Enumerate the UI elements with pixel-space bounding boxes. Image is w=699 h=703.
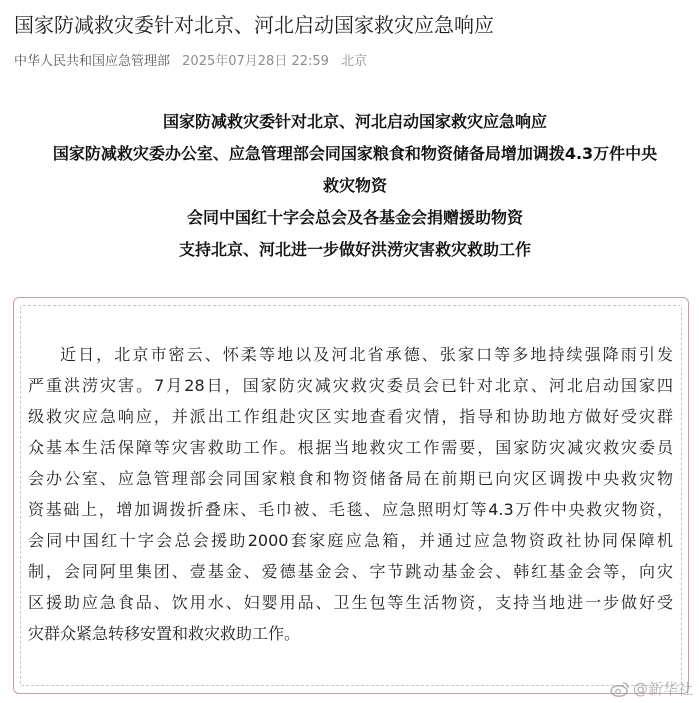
article-meta	[14, 52, 367, 72]
weibo-logo-icon	[610, 681, 630, 697]
body-line: 区援助应急食品、饮用水、妇婴用品、卫生包等生活物资，支持当地进一步做好受	[28, 593, 673, 612]
headline-3: 救灾物资	[322, 176, 387, 195]
body-line: 级救灾应急响应，并派出工作组赴灾区实地查看灾情，指导和协助地方做好受灾群	[28, 407, 673, 426]
headline-5: 支持北京、河北进一步做好洪涝灾害救灾救助工作	[178, 240, 531, 259]
publisher-link[interactable]: 中华人民共和国应急管理部	[14, 54, 171, 69]
body-line: 灾群众紧急转移安置和救灾救助工作。	[28, 624, 301, 643]
body-line: 众基本生活保障等灾害救助工作。根据当地救灾工作需要，国家防灾减灾救灾委员	[28, 438, 673, 457]
publish-location: 北京	[341, 54, 368, 69]
body-line: 近日，北京市密云、怀柔等地以及河北省承德、张家口等多地持续强降雨引发	[60, 345, 673, 364]
article-body	[28, 339, 673, 649]
headline-1: 国家防减救灾委针对北京、河北启动国家救灾应急响应	[162, 112, 547, 131]
headline-2: 国家防减救灾委办公室、应急管理部会同国家粮食和物资储备局增加调拨4.3万件中央	[52, 144, 658, 163]
body-line: 会办公室、应急管理部会同国家粮食和物资储备局在前期已向灾区调拨中央救灾物	[28, 469, 673, 488]
body-line: 会同中国红十字会总会援助2000套家庭应急箱，并通过应急物资政社协同保障机	[28, 531, 673, 550]
body-line: 资基础上，增加调拨折叠床、毛巾被、毛毯、应急照明灯等4.3万件中央救灾物资，	[28, 500, 673, 519]
watermark-text: @新华社	[632, 680, 693, 698]
headline-4: 会同中国红十字会总会及各基金会捐赠援助物资	[186, 208, 523, 227]
body-line: 制，会同阿里集团、壹基金、爱德基金会、字节跳动基金会、韩红基金会等，向灾	[28, 562, 673, 581]
publish-datetime: 2025年07月28日 22:59	[182, 54, 329, 69]
watermark	[610, 678, 693, 699]
headline-block	[10, 106, 699, 266]
body-line: 严重洪涝灾害。7月28日，国家防灾减灾救灾委员会已针对北京、河北启动国家四	[28, 376, 673, 395]
article-title: 国家防减救灾委针对北京、河北启动国家救灾应急响应	[14, 13, 494, 37]
